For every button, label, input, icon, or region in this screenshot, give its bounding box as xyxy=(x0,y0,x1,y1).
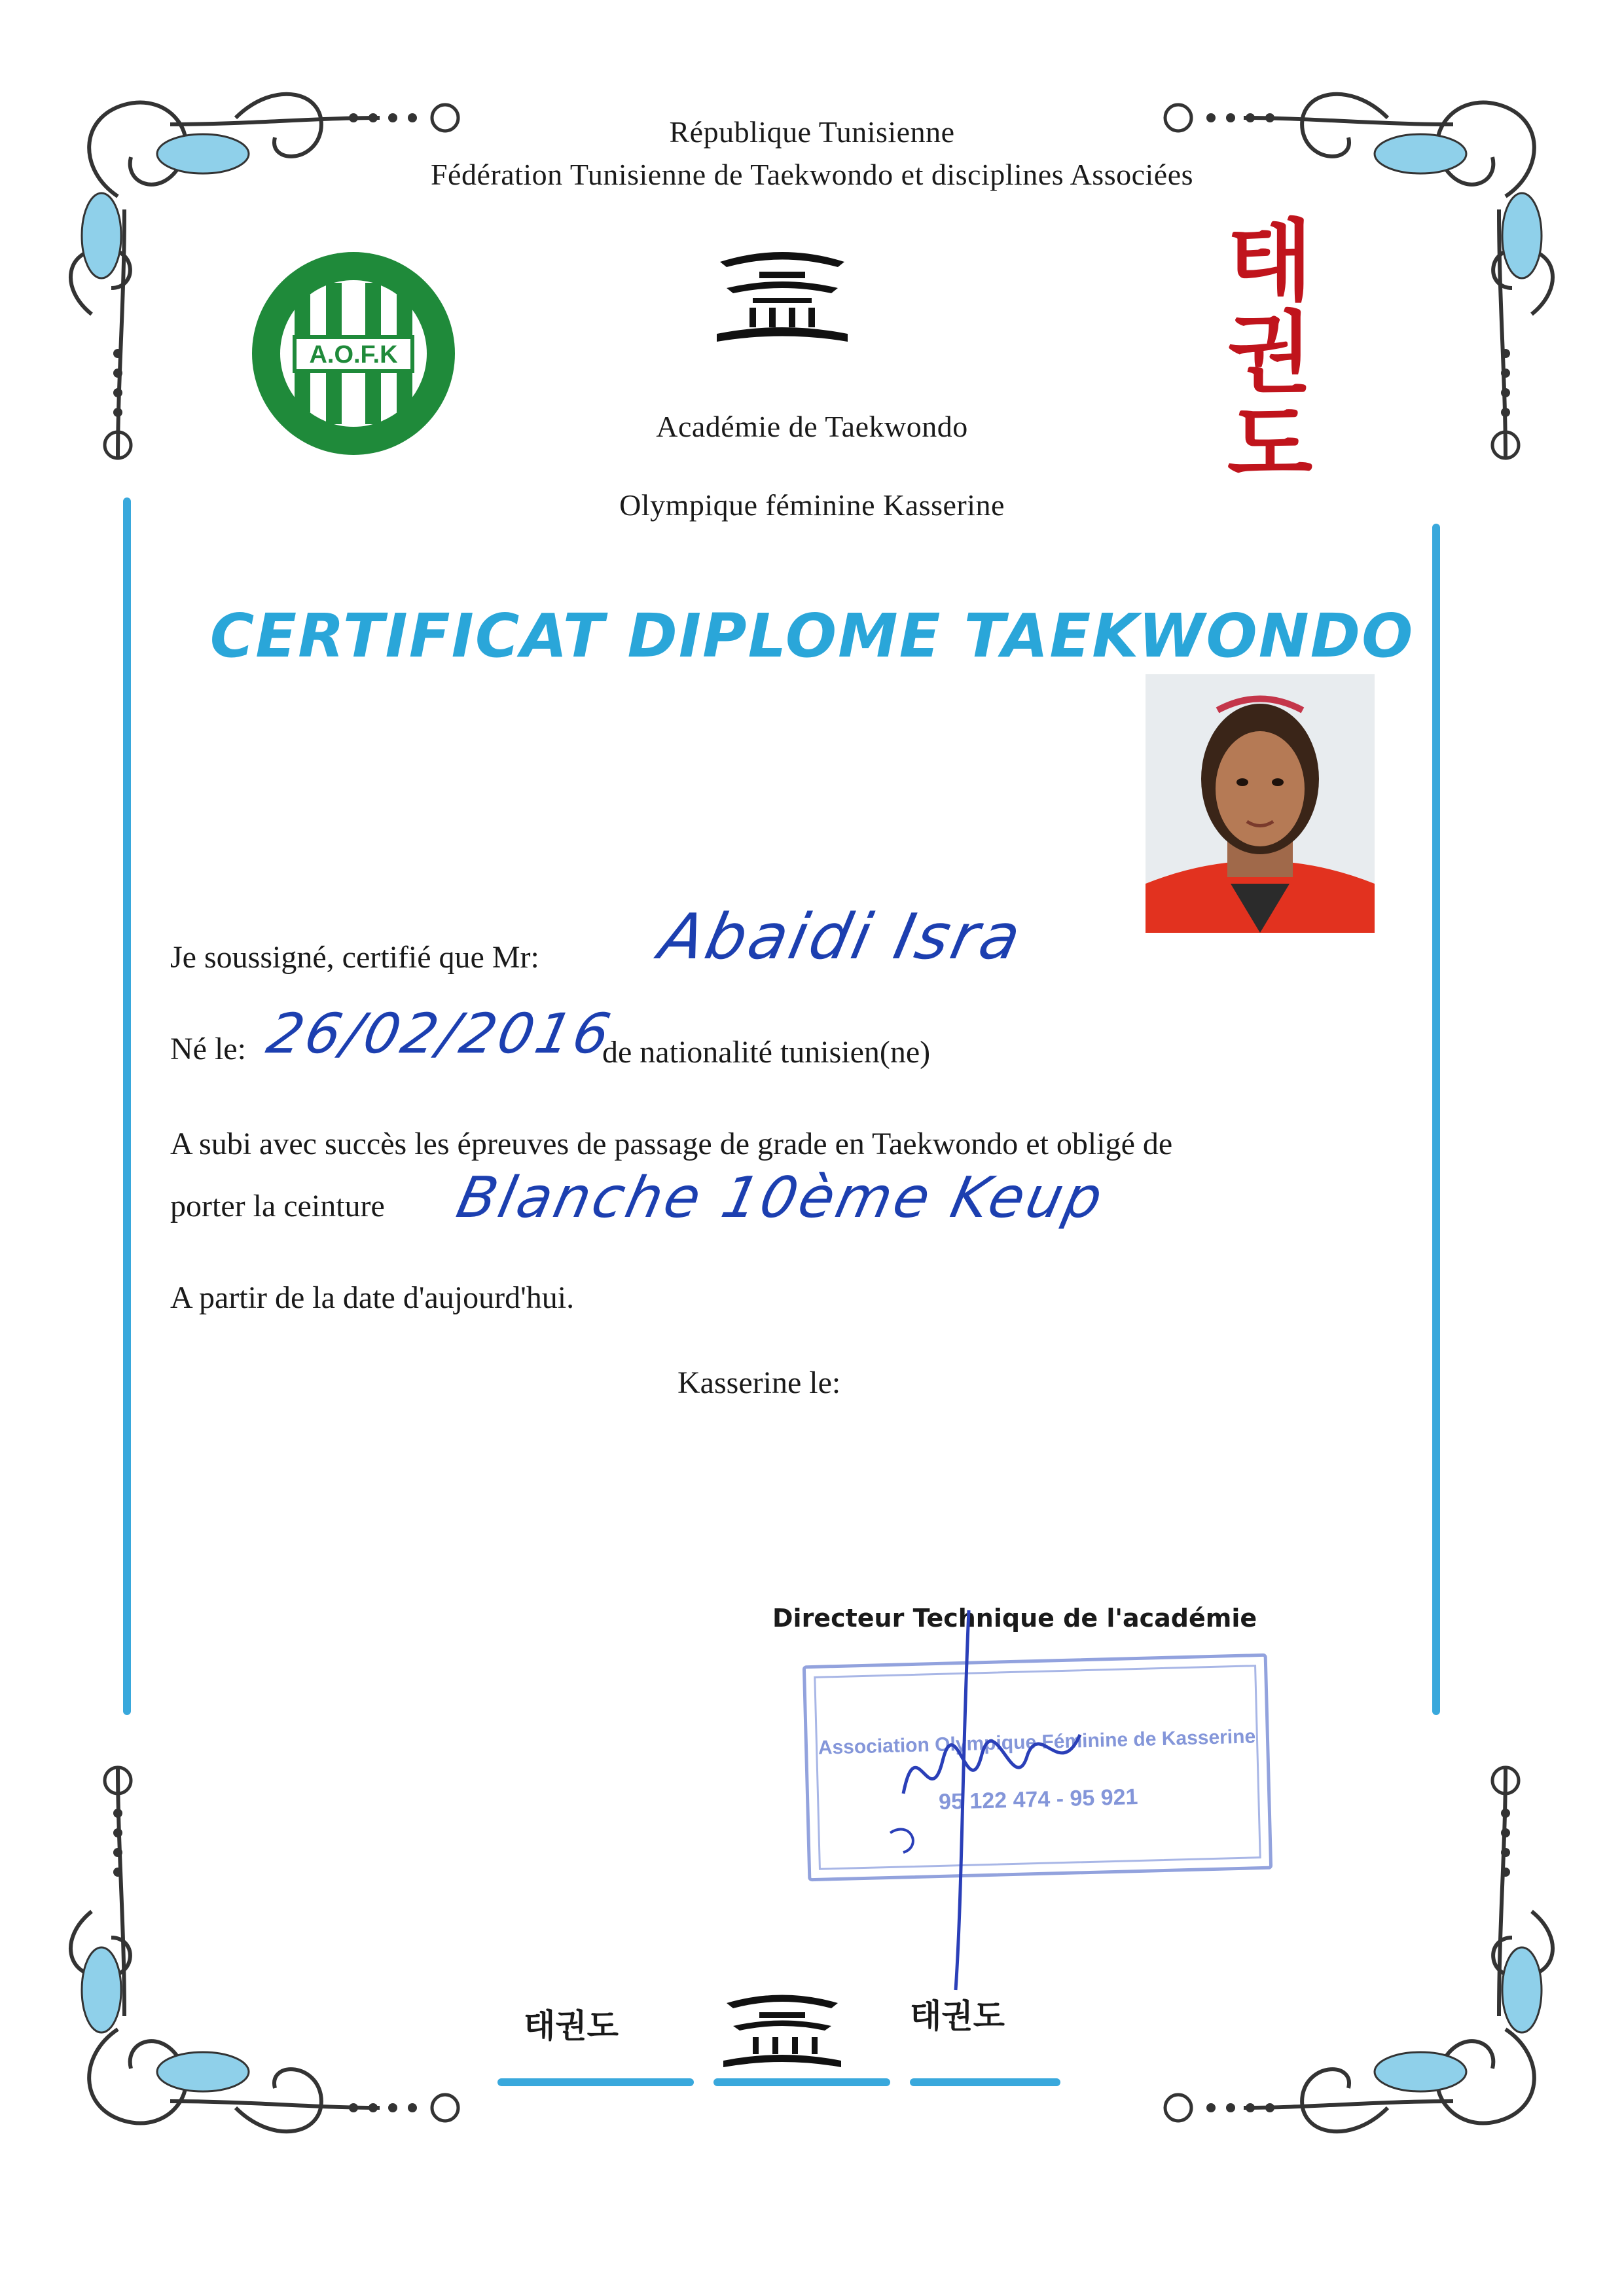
stamp-line-2: 95 122 474 - 95 921 xyxy=(938,1784,1138,1815)
student-name-field: Abaidi Isra xyxy=(653,900,1030,973)
hangul-char-3: 도 xyxy=(1227,393,1313,496)
stamp-line-1: Association Olympique Féminine de Kasserine xyxy=(818,1726,1256,1759)
hangul-vertical xyxy=(1218,210,1322,496)
border-line-bottom-center xyxy=(713,2078,890,2086)
body-line-3: A subi avec succès les épreuves de passage de grade en Taekwondo et obligé de xyxy=(170,1127,1173,1161)
club-logo-abbr: A.O.F.K xyxy=(309,341,398,369)
border-line-left xyxy=(123,497,131,1715)
certificate-title: CERTIFICAT DIPLOME TAEKWONDO xyxy=(209,601,1415,671)
footer-pagoda-icon xyxy=(720,1983,844,2075)
pagoda-emblem-icon xyxy=(713,236,851,353)
header-federation: Fédération Tunisienne de Taekwondo et disciplines Associées xyxy=(430,158,1194,191)
hangul-char-1: 태 xyxy=(1227,210,1313,313)
footer-hangul-left: 태권도 xyxy=(524,2007,619,2045)
border-line-right xyxy=(1432,524,1440,1715)
handwritten-signature xyxy=(864,1597,1139,2003)
header-academy: Académie de Taekwondo xyxy=(656,410,968,443)
footer-hangul-right: 태권도 xyxy=(910,1997,1005,2035)
body-line-2-suffix: de nationalité tunisien(ne) xyxy=(602,1035,931,1070)
border-line-bottom-right xyxy=(910,2078,1060,2086)
belt-grade-field: Blanche 10ème Keup xyxy=(451,1165,1111,1231)
border-line-bottom-left xyxy=(497,2078,694,2086)
corner-ornament-bottom-left xyxy=(39,1728,537,2186)
body-line-2-label: Né le: xyxy=(170,1032,246,1066)
body-line-1-label: Je soussigné, certifié que Mr: xyxy=(170,940,539,975)
body-line-5: A partir de la date d'aujourd'hui. xyxy=(170,1280,575,1315)
student-photo xyxy=(1146,674,1375,933)
header-club: Olympique féminine Kasserine xyxy=(619,488,1005,522)
hangul-char-2: 권 xyxy=(1227,302,1313,405)
header-republic: République Tunisienne xyxy=(669,115,955,149)
date-of-birth-field: 26/02/2016 xyxy=(261,1002,619,1066)
place-date-label: Kasserine le: xyxy=(677,1365,841,1400)
body-line-4-label: porter la ceinture xyxy=(170,1189,385,1223)
signatory-role: Directeur Technique de l'académie xyxy=(772,1604,1257,1633)
